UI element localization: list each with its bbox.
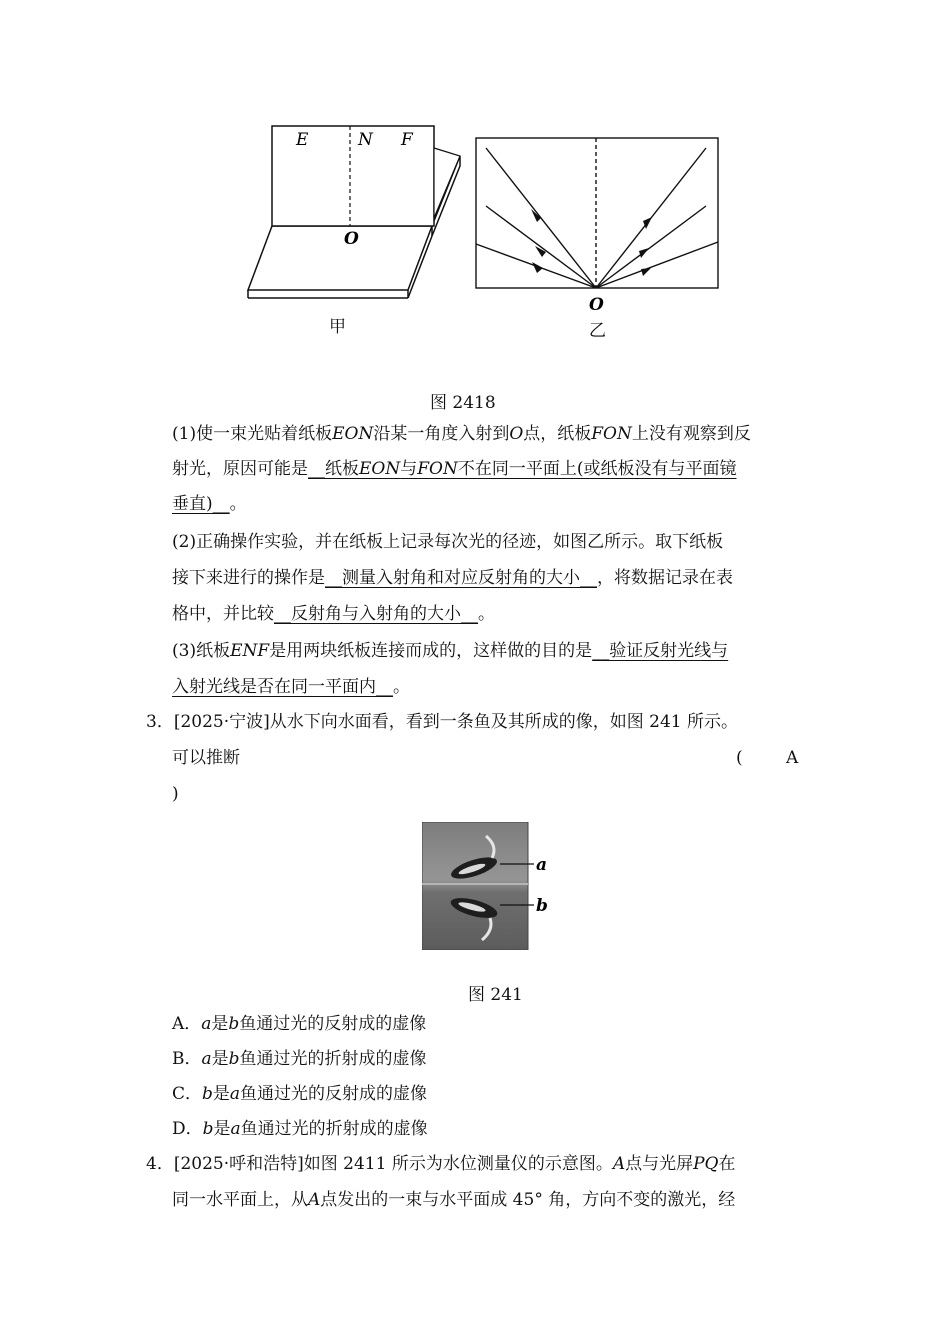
ray-diagram — [476, 138, 718, 288]
label-F: F — [401, 130, 413, 150]
q2-p2-line1: (2)正确操作实验，并在纸板上记录每次光的径迹，如图乙所示。取下纸板 — [172, 532, 724, 552]
q2-p2-line2: 接下来进行的操作是__测量入射角和对应反射角的大小__，将数据记录在表 — [172, 568, 733, 588]
label-O-left: O — [344, 229, 359, 249]
q3-stem-line1: 3．[2025·宁波]从水下向水面看，看到一条鱼及其所成的像，如图 241 所示。 — [146, 712, 739, 732]
q3-option-b: B．a是b鱼通过光的折射成的虚像 — [172, 1049, 427, 1069]
fish-label-a: a — [536, 855, 548, 875]
sub-caption-yi: 乙 — [589, 321, 606, 341]
figure-caption-2418: 图 2418 — [430, 393, 496, 413]
q3-option-c: C．b是a鱼通过光的反射成的虚像 — [172, 1084, 428, 1104]
answer-1: __纸板 — [308, 459, 359, 479]
q3-option-a: A．a是b鱼通过光的反射成的虚像 — [172, 1014, 427, 1034]
figure-2418 — [240, 118, 730, 333]
answer-4: __验证反射光线与 — [592, 641, 729, 661]
q2-p3-line2: 入射光线是否在同一平面内__。 — [172, 677, 410, 697]
answer-3: __反射角与入射角的大小__ — [274, 604, 478, 624]
q2-p1-line1: (1)使一束光贴着纸板EON沿某一角度入射到O点，纸板FON上没有观察到反 — [172, 424, 751, 444]
q4-line2: 同一水平面上，从A点发出的一束与水平面成 45° 角，方向不变的激光，经 — [172, 1190, 736, 1210]
q3-answer: A — [786, 748, 799, 768]
ray-arrows — [531, 209, 652, 276]
fish-photo — [422, 822, 554, 950]
figure-caption-241: 图 241 — [468, 985, 523, 1005]
fish-label-b: b — [536, 896, 548, 916]
sub-caption-jia: 甲 — [329, 317, 346, 337]
label-E: E — [296, 130, 309, 150]
q2-p2-line3: 格中，并比较__反射角与入射角的大小__。 — [172, 604, 495, 624]
answer-2: __测量入射角和对应反射角的大小__ — [325, 568, 597, 588]
q2-p1-line2: 射光，原因可能是__纸板EON与FON不在同一平面上(或纸板没有与平面镜 — [172, 459, 737, 479]
q3-paren-open: ( — [736, 748, 743, 768]
q3-stem-line2: 可以推断 — [172, 748, 240, 768]
q2-p3-line1: (3)纸板ENF是用两块纸板连接而成的，这样做的目的是__验证反射光线与 — [172, 641, 729, 661]
q4-line1: 4．[2025·呼和浩特]如图 2411 所示为水位测量仪的示意图。A点与光屏PQ在 — [146, 1154, 736, 1174]
q3-paren-close: ) — [172, 784, 179, 804]
label-O-right: O — [589, 295, 604, 315]
label-N: N — [358, 130, 373, 150]
q2-p1-line3: 垂直)__。 — [172, 494, 247, 514]
q3-option-d: D．b是a鱼通过光的折射成的虚像 — [172, 1119, 428, 1139]
